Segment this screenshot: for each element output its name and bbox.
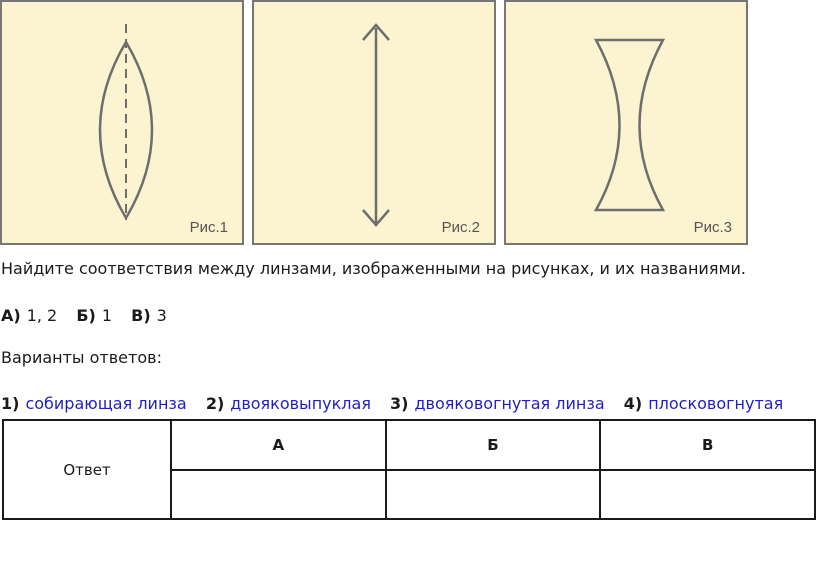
answer-cell-b[interactable] (386, 470, 601, 519)
given-key-a: А) (1, 306, 21, 325)
option-number: 1) (1, 394, 20, 413)
given-key-b: Б) (76, 306, 96, 325)
option-number: 4) (623, 394, 643, 413)
figure-1 (0, 0, 244, 245)
figure-3 (504, 0, 748, 245)
option-text: собирающая линза (25, 394, 187, 413)
given-answers (1, 306, 167, 325)
figure-caption: Рис.1 (189, 219, 228, 236)
option-text: двояковогнутая линза (414, 394, 605, 413)
given-key-v: В) (131, 306, 151, 325)
row-label-answer: Ответ (3, 420, 171, 519)
given-value-b: 1 (101, 306, 113, 325)
option-number: 2) (205, 394, 225, 413)
column-header-v: В (600, 420, 815, 470)
figure-caption: Рис.3 (693, 219, 732, 236)
column-header-b: Б (386, 420, 601, 470)
option-text: двояковыпуклая (230, 394, 371, 413)
biconvex-lens-icon (2, 2, 246, 247)
double-arrow-lens-icon (254, 2, 498, 247)
answer-cell-a[interactable] (171, 470, 386, 519)
biconcave-lens-icon (506, 2, 750, 247)
option-text: плосковогнутая (648, 394, 784, 413)
option-number: 3) (390, 394, 409, 413)
column-header-a: А (171, 420, 386, 470)
answer-table (2, 419, 816, 520)
answer-cell-v[interactable] (600, 470, 815, 519)
given-value-v: 3 (156, 306, 167, 325)
answer-options (1, 394, 783, 413)
variants-title: Варианты ответов: (1, 348, 162, 367)
figure-2 (252, 0, 496, 245)
figure-caption: Рис.2 (441, 219, 480, 236)
question-text: Найдите соответствия между линзами, изображенными на рисунках, и их названиями. (1, 259, 746, 278)
given-value-a: 1, 2 (26, 306, 58, 325)
